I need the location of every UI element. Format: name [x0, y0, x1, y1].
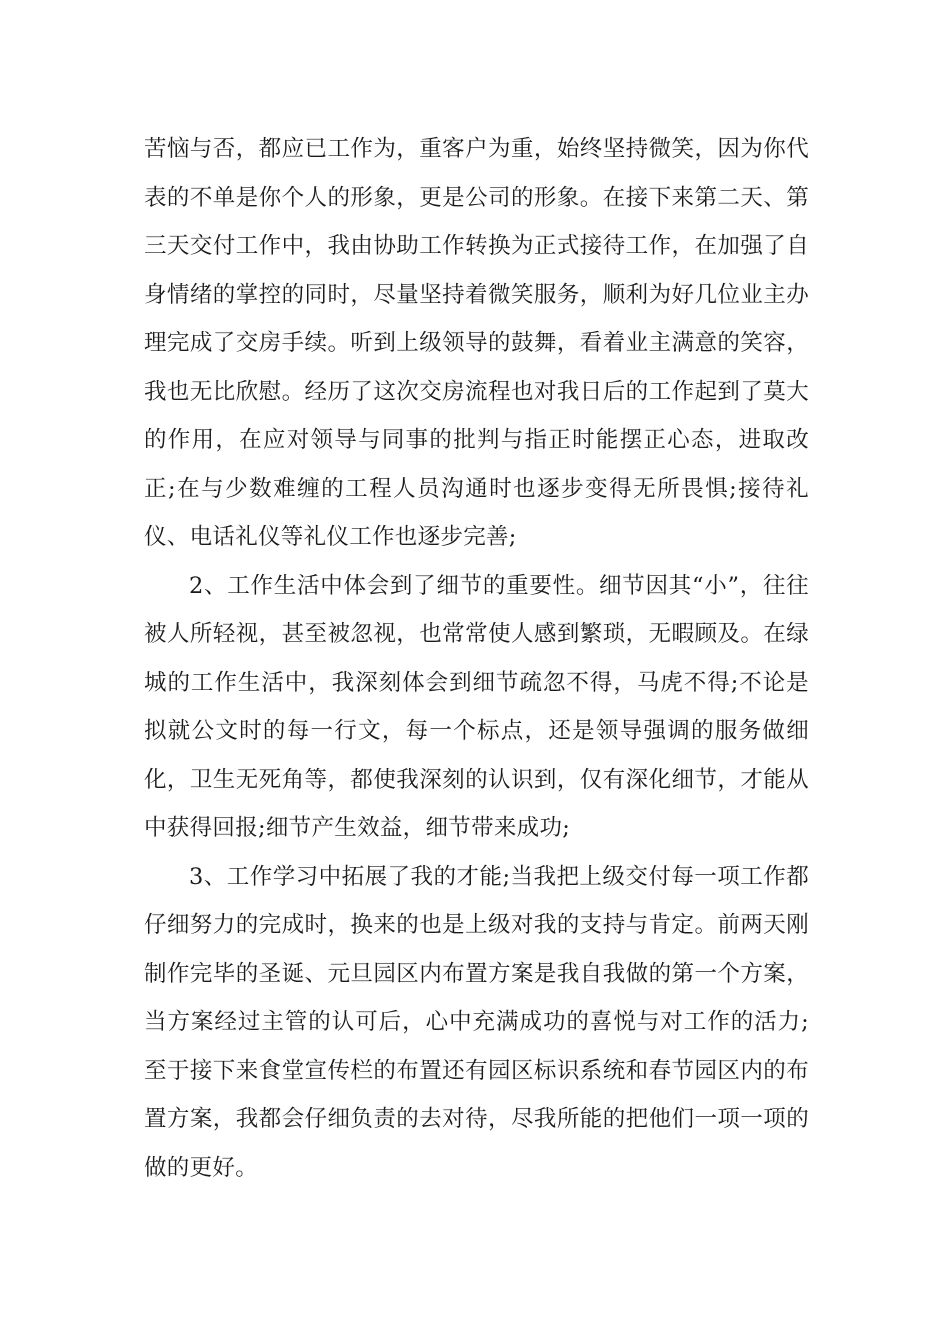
paragraph-item-2: 2、工作生活中体会到了细节的重要性。细节因其“小”，往往被人所轻视，甚至被忽视，也常常使人感到繁琐，无暇顾及。在绿城的工作生活中，我深刻体会到细节疏忽不得，马虎不得;不论是拟就公文时的每一行文，每一个标点，还是领导强调的服务做细化，卫生无死角等，都使我深刻的认识到，仅有深化细节，才能从中获得回报;细节产生效益，细节带来成功; — [144, 572, 809, 841]
paragraph-continuation: 苦恼与否，都应已工作为，重客户为重，始终坚持微笑，因为你代表的不单是你个人的形象，更是公司的形象。在接下来第二天、第三天交付工作中，我由协助工作转换为正式接待工作，在加强了自身情绪的掌控的同时，尽量坚持着微笑服务，顺利为好几位业主办理完成了交房手续。听到上级领导的鼓舞，看着业主满意的笑容，我也无比欣慰。经历了这次交房流程也对我日后的工作起到了莫大的作用，在应对领导与同事的批判与指正时能摆正心态，进取改正;在与少数难缠的工程人员沟通时也逐步变得无所畏惧;接待礼仪、电话礼仪等礼仪工作也逐步完善; — [144, 136, 809, 550]
paragraph-item-3: 3、工作学习中拓展了我的才能;当我把上级交付每一项工作都仔细努力的完成时，换来的也是上级对我的支持与肯定。前两天刚制作完毕的圣诞、元旦园区内布置方案是我自我做的第一个方案，当方案经过主管的认可后，心中充满成功的喜悦与对工作的活力;至于接下来食堂宣传栏的布置还有园区标识系统和春节园区内的布置方案，我都会仔细负责的去对待，尽我所能的把他们一项一项的做的更好。 — [144, 863, 809, 1181]
document-body — [144, 125, 809, 1192]
